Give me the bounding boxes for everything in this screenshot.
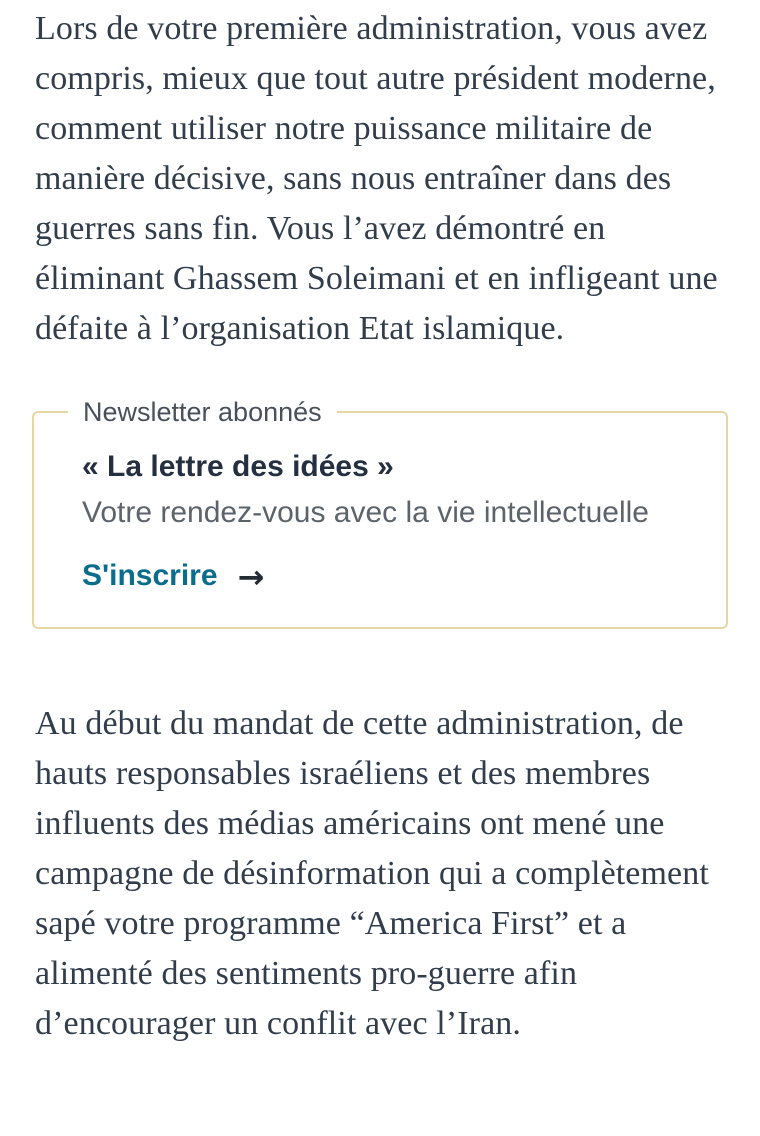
newsletter-subscribe-link[interactable] [82,558,265,596]
arrow-right-icon: → [237,558,265,596]
newsletter-box-label: Newsletter abonnés [68,396,337,428]
article-paragraph-2: Au début du mandat de cette administration, de hauts responsables israéliens et des membres influents des médias américains ont mené une campagne de désinformation qui a complètement sapé votre programme “America First” et a alimenté des sentiments pro-guerre afin d’encourager un conflit avec l’Iran. [35,705,709,1042]
newsletter-signup-box [32,397,728,629]
newsletter-subtitle: Votre rendez-vous avec la vie intellectuelle [82,496,649,529]
article-paragraph-1: Lors de votre première administration, vous avez compris, mieux que tout autre président moderne, comment utiliser notre puissance militaire de manière décisive, sans nous entraîner dans des guerres sans fin. Vous l’avez démontré en éliminant Ghassem Soleimani et en infligeant une défaite à l’organisation Etat islamique. [35,10,718,347]
newsletter-title: « La lettre des idées » [82,450,394,483]
subscribe-label: S'inscrire [82,559,218,592]
